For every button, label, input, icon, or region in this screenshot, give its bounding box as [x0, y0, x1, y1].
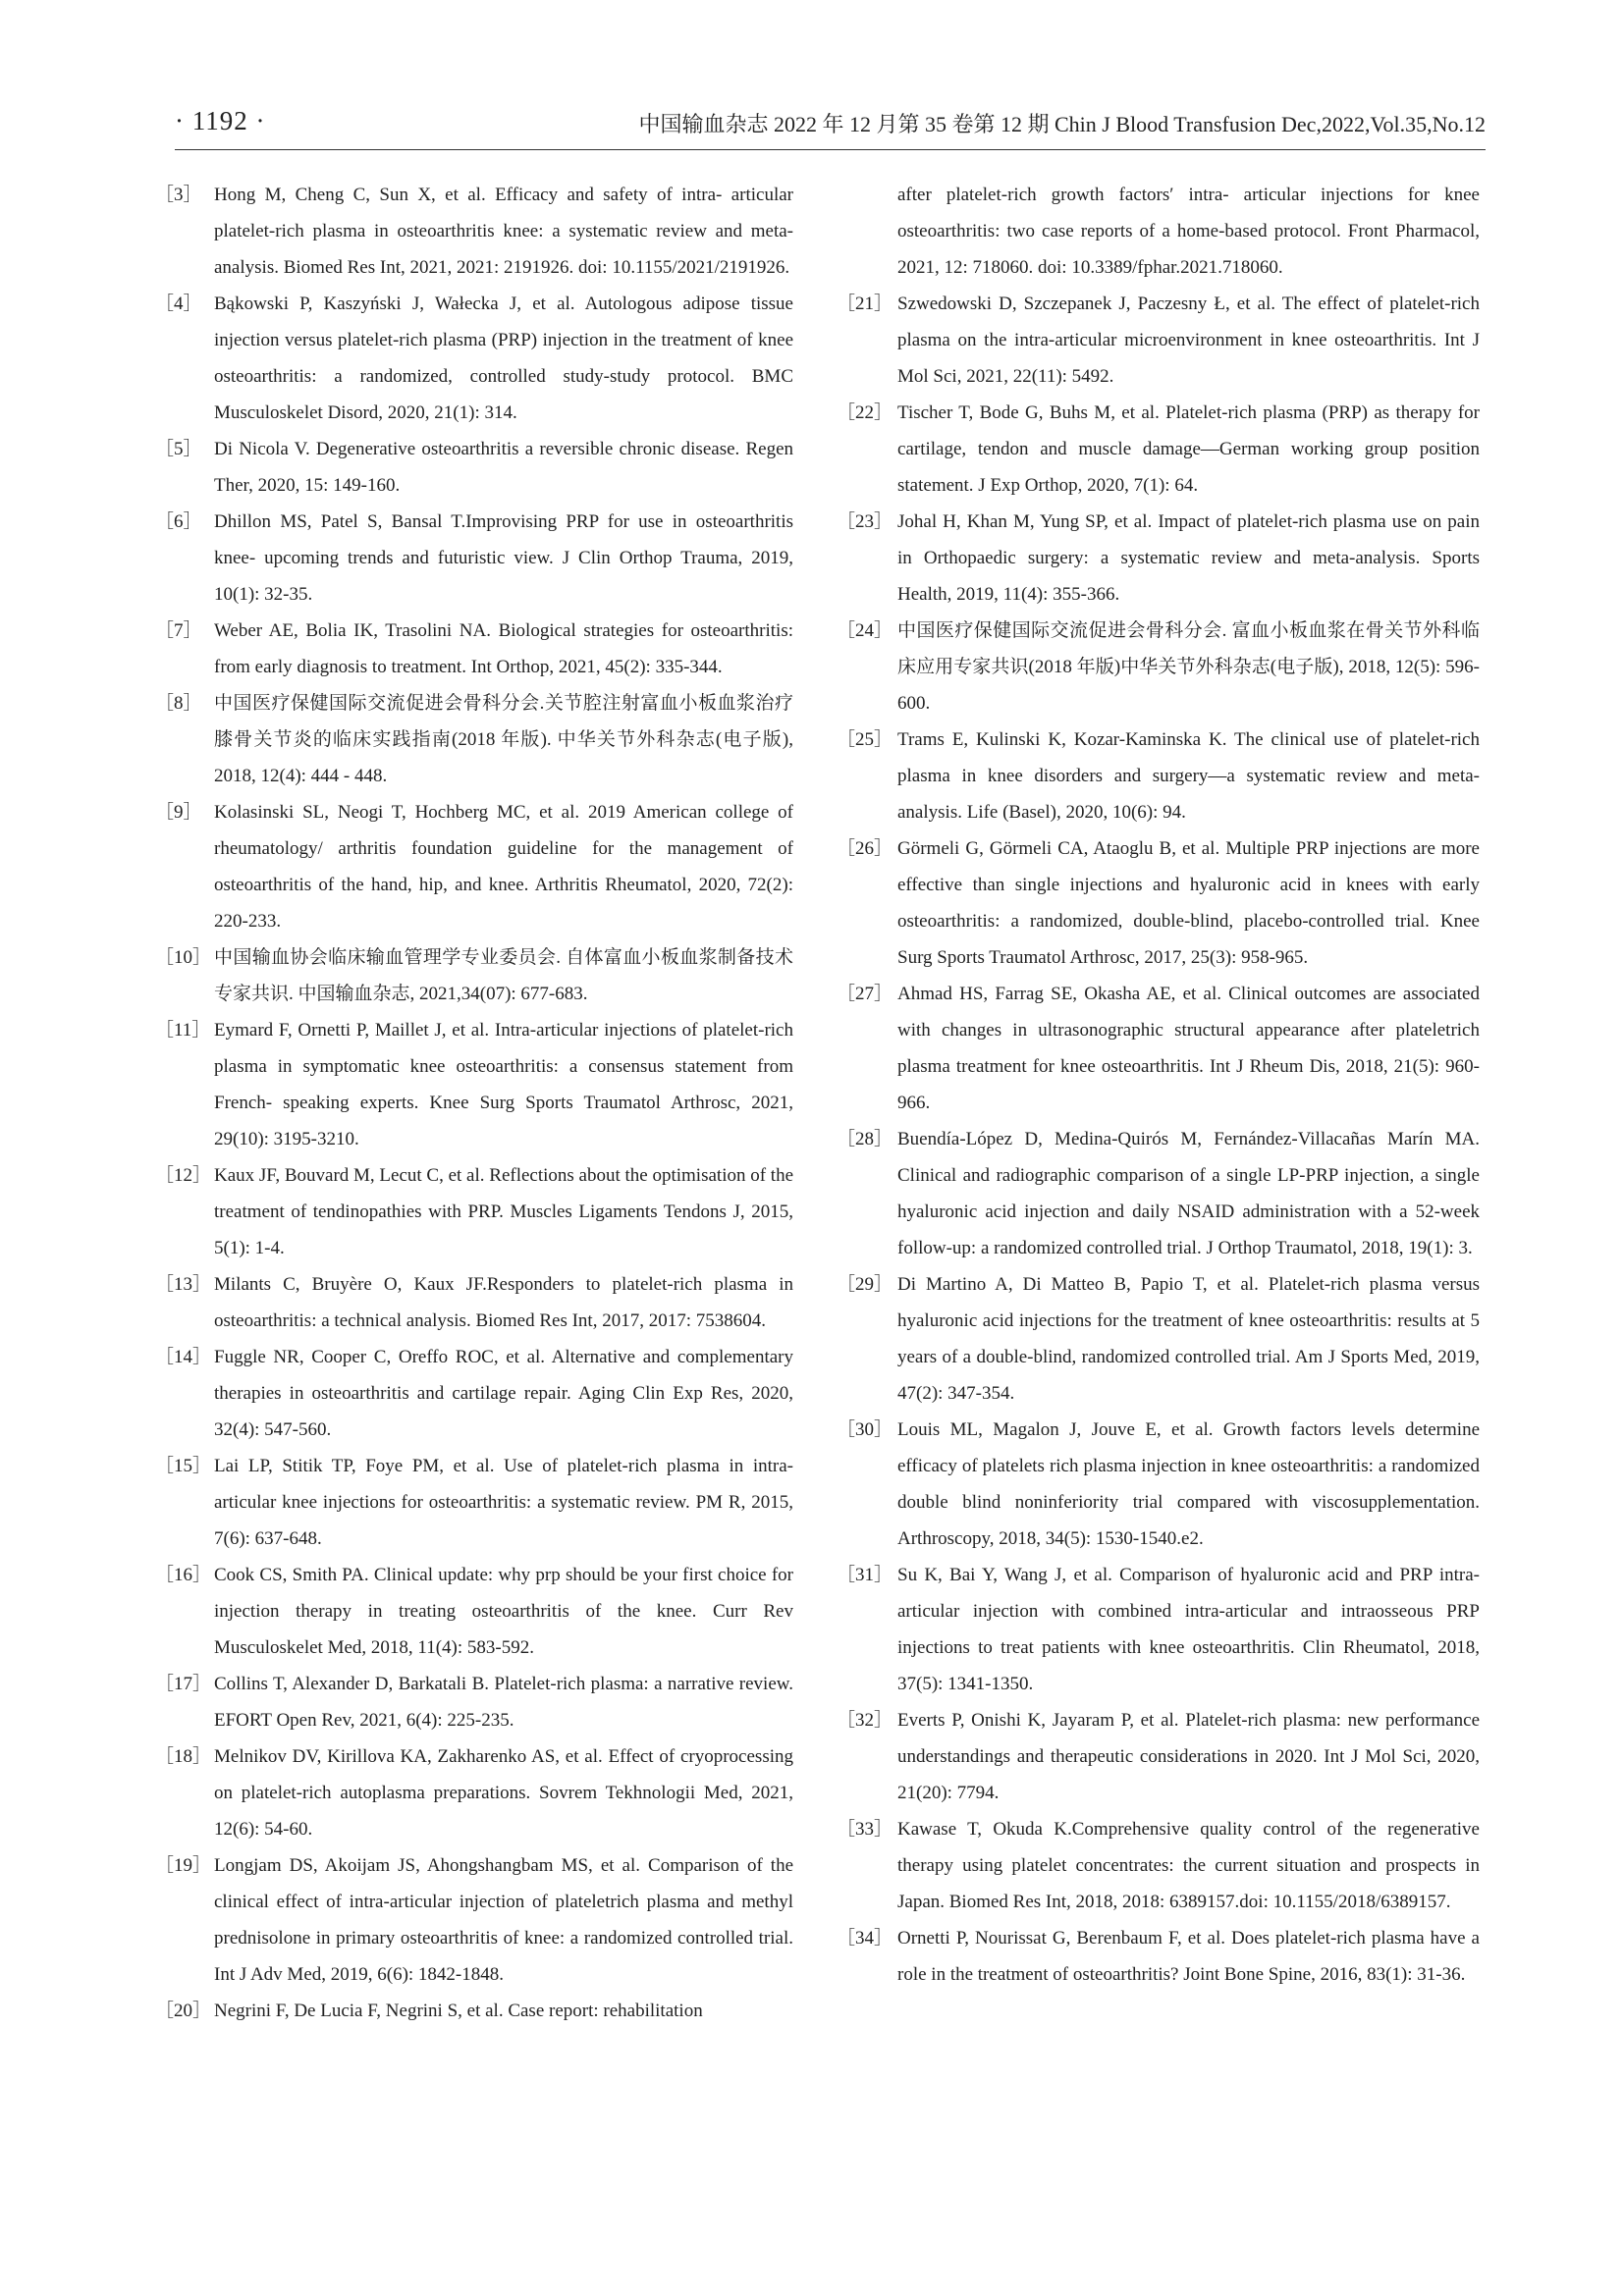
- reference-number: ［10］: [155, 947, 212, 968]
- reference-entry: [155, 504, 793, 613]
- reference-entry: [155, 1448, 793, 1557]
- reference-text: 中国医疗保健国际交流促进会骨科分会. 富血小板血浆在骨关节外科临床应用专家共识(2018 年版)中华关节外科杂志(电子版), 2018, 12(5): 596-600.: [897, 620, 1480, 714]
- reference-continuation: after platelet-rich growth factors′ intra- articular injections for knee osteoarthritis: two case reports of a home-based protocol. Front Pharmacol, 2021, 12: 718060. doi: 10.3389/fphar.2021.718060.: [897, 185, 1480, 278]
- reference-number: ［15］: [155, 1456, 212, 1476]
- reference-number: ［31］: [837, 1565, 893, 1585]
- page-header: [175, 106, 1486, 150]
- reference-number: ［8］: [155, 693, 202, 714]
- reference-entry: [837, 1920, 1480, 1993]
- reference-column-right: [837, 177, 1480, 1993]
- reference-entry: [155, 1847, 793, 1993]
- reference-entry: [155, 1012, 793, 1157]
- reference-text: Fuggle NR, Cooper C, Oreffo ROC, et al. Alternative and complementary therapies in osteoarthritis and cartilage repair. Aging Clin Exp Res, 2020, 32(4): 547-560.: [214, 1347, 793, 1440]
- reference-entry: [155, 1339, 793, 1448]
- reference-number: ［30］: [837, 1419, 893, 1440]
- reference-number: ［18］: [155, 1746, 212, 1767]
- reference-number: ［11］: [155, 1020, 211, 1041]
- reference-text: 中国输血协会临床输血管理学专业委员会. 自体富血小板血浆制备技术专家共识. 中国输血杂志, 2021,34(07): 677-683.: [214, 947, 793, 1004]
- reference-number: ［19］: [155, 1855, 212, 1876]
- reference-text: Trams E, Kulinski K, Kozar-Kaminska K. The clinical use of platelet-rich plasma in knee disorders and surgery—a systematic review and meta-analysis. Life (Basel), 2020, 10(6): 94.: [897, 729, 1480, 823]
- reference-entry: [155, 685, 793, 794]
- reference-number: ［24］: [837, 620, 893, 641]
- reference-number: ［29］: [837, 1274, 893, 1295]
- reference-number: ［27］: [837, 984, 893, 1004]
- reference-text: Dhillon MS, Patel S, Bansal T.Improvising PRP for use in osteoarthritis knee- upcoming trends and futuristic view. J Clin Orthop Trauma, 2019, 10(1): 32-35.: [214, 511, 793, 605]
- reference-entry: [155, 939, 793, 1012]
- reference-text: Cook CS, Smith PA. Clinical update: why prp should be your first choice for injection therapy in treating osteoarthritis of the knee. Curr Rev Musculoskelet Med, 2018, 11(4): 583-592.: [214, 1565, 793, 1658]
- reference-entry: [155, 613, 793, 685]
- reference-number: ［33］: [837, 1819, 893, 1840]
- reference-text: Milants C, Bruyère O, Kaux JF.Responders to platelet-rich plasma in osteoarthritis: a technical analysis. Biomed Res Int, 2017, 2017: 7538604.: [214, 1274, 793, 1331]
- reference-entry: [837, 1266, 1480, 1412]
- reference-entry: [837, 504, 1480, 613]
- reference-text: Collins T, Alexander D, Barkatali B. Platelet-rich plasma: a narrative review. EFORT Open Rev, 2021, 6(4): 225-235.: [214, 1674, 793, 1731]
- reference-text: Di Martino A, Di Matteo B, Papio T, et al. Platelet-rich plasma versus hyaluronic acid injections for the treatment of knee osteoarthritis: results at 5 years of a double-blind, randomized controlled trial. Am J Sports Med, 2019, 47(2): 347-354.: [897, 1274, 1480, 1404]
- reference-entry: [155, 1666, 793, 1738]
- reference-text: Louis ML, Magalon J, Jouve E, et al. Growth factors levels determine efficacy of platelets rich plasma injection in knee osteoarthritis: a randomized double blind noninferiority trial compared with viscosupplementation. Arthroscopy, 2018, 34(5): 1530-1540.e2.: [897, 1419, 1480, 1549]
- reference-text: Tischer T, Bode G, Buhs M, et al. Platelet-rich plasma (PRP) as therapy for cartilage, tendon and muscle damage—German working group position statement. J Exp Orthop, 2020, 7(1): 64.: [897, 402, 1480, 496]
- reference-number: ［22］: [837, 402, 893, 423]
- reference-text: Szwedowski D, Szczepanek J, Paczesny Ł, et al. The effect of platelet-rich plasma on the intra-articular microenvironment in knee osteoarthritis. Int J Mol Sci, 2021, 22(11): 5492.: [897, 294, 1480, 387]
- reference-entry: [837, 1811, 1480, 1920]
- reference-entry: [837, 830, 1480, 976]
- reference-number: ［34］: [837, 1928, 893, 1949]
- reference-number: ［12］: [155, 1165, 212, 1186]
- reference-text: Eymard F, Ornetti P, Maillet J, et al. Intra-articular injections of platelet-rich plasma in symptomatic knee osteoarthritis: a consensus statement from French- speaking experts. Knee Surg Sports Traumatol Arthrosc, 2021, 29(10): 3195-3210.: [214, 1020, 793, 1149]
- reference-entry: [837, 613, 1480, 721]
- reference-text: Buendía-López D, Medina-Quirós M, Fernández-Villacañas Marín MA. Clinical and radiographic comparison of a single LP-PRP injection, a single hyaluronic acid injection and daily NSAID administration with a 52-week follow-up: a randomized controlled trial. J Orthop Traumatol, 2018, 19(1): 3.: [897, 1129, 1480, 1258]
- reference-entry: [155, 794, 793, 939]
- reference-number: ［17］: [155, 1674, 212, 1694]
- journal-running-title: 中国输血杂志 2022 年 12 月第 35 卷第 12 期 Chin J Blood Transfusion Dec,2022,Vol.35,No.12: [638, 112, 1486, 136]
- reference-text: Ahmad HS, Farrag SE, Okasha AE, et al. Clinical outcomes are associated with changes in ultrasonographic structural appearance after plateletrich plasma treatment for knee osteoarthritis. Int J Rheum Dis, 2018, 21(5): 960-966.: [897, 984, 1480, 1113]
- reference-number: ［25］: [837, 729, 893, 750]
- reference-text: Görmeli G, Görmeli CA, Ataoglu B, et al. Multiple PRP injections are more effective than single injections and hyaluronic acid in knees with early osteoarthritis: a randomized, double-blind, placebo-controlled trial. Knee Surg Sports Traumatol Arthrosc, 2017, 25(3): 958-965.: [897, 838, 1480, 968]
- reference-number: ［28］: [837, 1129, 893, 1149]
- reference-text: Hong M, Cheng C, Sun X, et al. Efficacy and safety of intra- articular platelet-rich plasma in osteoarthritis knee: a systematic review and meta-analysis. Biomed Res Int, 2021, 2021: 2191926. doi: 10.1155/2021/2191926.: [214, 185, 793, 278]
- reference-text: Kaux JF, Bouvard M, Lecut C, et al. Reflections about the optimisation of the treatment of tendinopathies with PRP. Muscles Ligaments Tendons J, 2015, 5(1): 1-4.: [214, 1165, 794, 1258]
- reference-text: Weber AE, Bolia IK, Trasolini NA. Biological strategies for osteoarthritis: from early diagnosis to treatment. Int Orthop, 2021, 45(2): 335-344.: [214, 620, 793, 677]
- reference-text: Johal H, Khan M, Yung SP, et al. Impact of platelet-rich plasma use on pain in Orthopaedic surgery: a systematic review and meta-analysis. Sports Health, 2019, 11(4): 355-366.: [897, 511, 1480, 605]
- reference-text: Su K, Bai Y, Wang J, et al. Comparison of hyaluronic acid and PRP intra-articular injection with combined intra-articular and intraosseous PRP injections to treat patients with knee osteoarthritis. Clin Rheumatol, 2018, 37(5): 1341-1350.: [897, 1565, 1480, 1694]
- reference-number: ［6］: [155, 511, 202, 532]
- reference-text: 中国医疗保健国际交流促进会骨科分会.关节腔注射富血小板血浆治疗膝骨关节炎的临床实践指南(2018 年版). 中华关节外科杂志(电子版), 2018, 12(4): 444 - 448.: [214, 693, 793, 786]
- reference-number: ［32］: [837, 1710, 893, 1731]
- reference-entry: [837, 395, 1480, 504]
- reference-text: Melnikov DV, Kirillova KA, Zakharenko AS, et al. Effect of cryoprocessing on platelet-rich autoplasma preparations. Sovrem Tekhnologii Med, 2021, 12(6): 54-60.: [214, 1746, 793, 1840]
- reference-number: ［16］: [155, 1565, 212, 1585]
- reference-number: ［23］: [837, 511, 893, 532]
- page-number: · 1192 ·: [175, 106, 266, 135]
- reference-entry: [837, 976, 1480, 1121]
- reference-text: Kolasinski SL, Neogi T, Hochberg MC, et al. 2019 American college of rheumatology/ arthritis foundation guideline for the management of osteoarthritis of the hand, hip, and knee. Arthritis Rheumatol, 2020, 72(2): 220-233.: [214, 802, 793, 932]
- reference-number: ［21］: [837, 294, 893, 314]
- reference-text: Negrini F, De Lucia F, Negrini S, et al. Case report: rehabilitation: [214, 2001, 703, 2021]
- reference-number: ［4］: [155, 294, 202, 314]
- reference-number: ［3］: [155, 185, 202, 205]
- reference-entry: [837, 1121, 1480, 1266]
- reference-column-left: [155, 177, 793, 2029]
- reference-entry: [155, 431, 793, 504]
- reference-entry: [837, 1412, 1480, 1557]
- reference-entry: [155, 1738, 793, 1847]
- reference-text: Lai LP, Stitik TP, Foye PM, et al. Use of platelet-rich plasma in intra-articular knee injections for osteoarthritis: a systematic review. PM R, 2015, 7(6): 637-648.: [214, 1456, 793, 1549]
- reference-entry: [155, 1157, 793, 1266]
- reference-entry: [837, 286, 1480, 395]
- reference-entry: [837, 721, 1480, 830]
- reference-text: Everts P, Onishi K, Jayaram P, et al. Platelet-rich plasma: new performance understandings and therapeutic considerations in 2020. Int J Mol Sci, 2020, 21(20): 7794.: [897, 1710, 1480, 1803]
- reference-number: ［5］: [155, 439, 202, 459]
- reference-number: ［20］: [155, 2001, 212, 2021]
- reference-number: ［7］: [155, 620, 202, 641]
- reference-entry: [155, 177, 793, 286]
- reference-text: Ornetti P, Nourissat G, Berenbaum F, et al. Does platelet-rich plasma have a role in the treatment of osteoarthritis? Joint Bone Spine, 2016, 83(1): 31-36.: [897, 1928, 1480, 1985]
- reference-entry: [155, 1266, 793, 1339]
- reference-entry: [155, 1993, 793, 2029]
- reference-number: ［9］: [155, 802, 202, 823]
- reference-text: Bąkowski P, Kaszyński J, Wałecka J, et al. Autologous adipose tissue injection versus platelet-rich plasma (PRP) injection in the treatment of knee osteoarthritis: a randomized, controlled study-study protocol. BMC Musculoskelet Disord, 2020, 21(1): 314.: [214, 294, 793, 423]
- reference-entry: [837, 1557, 1480, 1702]
- reference-text: Di Nicola V. Degenerative osteoarthritis a reversible chronic disease. Regen Ther, 2020, 15: 149-160.: [214, 439, 793, 496]
- reference-entry: [155, 286, 793, 431]
- reference-number: ［26］: [837, 838, 893, 859]
- reference-entry: [155, 1557, 793, 1666]
- reference-number: ［14］: [155, 1347, 212, 1367]
- reference-text: Longjam DS, Akoijam JS, Ahongshangbam MS, et al. Comparison of the clinical effect of intra-articular injection of plateletrich plasma and methyl prednisolone in primary osteoarthritis of knee: a randomized controlled trial. Int J Adv Med, 2019, 6(6): 1842-1848.: [214, 1855, 793, 1985]
- reference-number: ［13］: [155, 1274, 212, 1295]
- reference-entry: [837, 1702, 1480, 1811]
- reference-text: Kawase T, Okuda K.Comprehensive quality control of the regenerative therapy using platelet concentrates: the current situation and prospects in Japan. Biomed Res Int, 2018, 2018: 6389157.doi: 10.1155/2018/6389157.: [897, 1819, 1480, 1912]
